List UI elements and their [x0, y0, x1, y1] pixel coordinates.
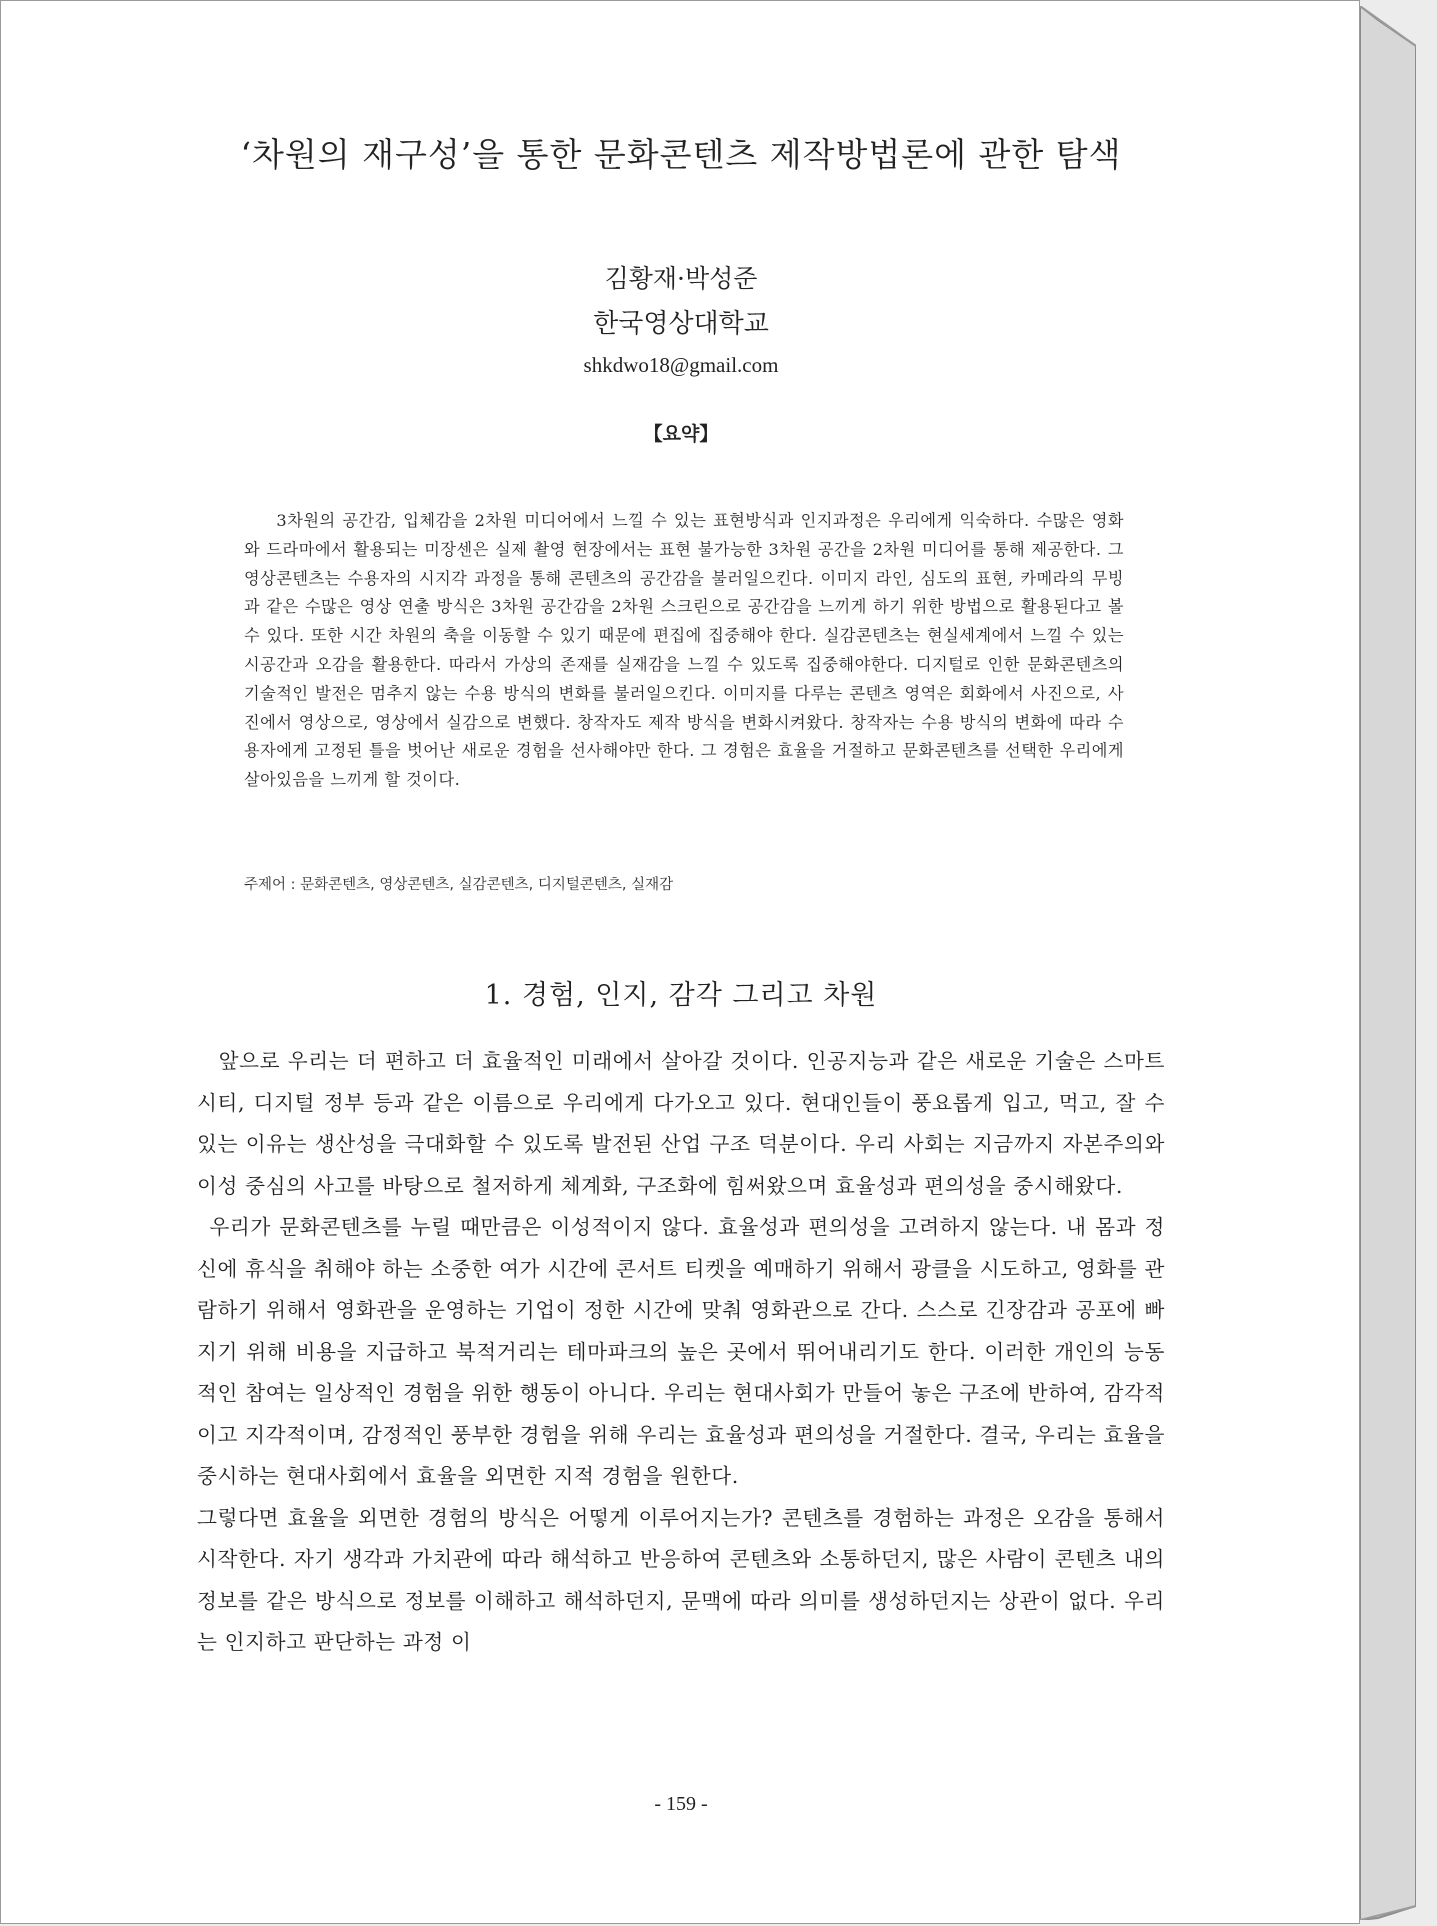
author-email: shkdwo18@gmail.com [583, 353, 779, 377]
paragraph: 그렇다면 효율을 외면한 경험의 방식은 어떻게 이루어지는가? 콘텐츠를 경험하는 과정은 오감을 통해서 시작한다. 자기 생각과 가치관에 따라 해석하고 반응하여 콘텐츠와 소통하던지, 많은 사람이 콘텐츠 내의 정보를 같은 방식으로 정보를 이해하고 해석하던지, 문맥에 따라 의미를 생성하던지는 상관이 없다. 우리는 인지하고 판단하는 과정 이 [197, 1505, 1165, 1654]
paper-title: ‘차원의 재구성’을 통한 문화콘텐츠 제작방법론에 관한 탐색 [240, 135, 1122, 174]
paragraph: 우리가 문화콘텐츠를 누릴 때만큼은 이성적이지 않다. 효율성과 편의성을 고려하지 않는다. 내 몸과 정신에 휴식을 취해야 하는 소중한 여가 시간에 콘서트 티켓을 예매하기 위해서 광클을 시도하고, 영화를 관람하기 위해서 영화관을 운영하는 기업이 정한 시간에 맞춰 영화관으로 간다. 스스로 긴장감과 공포에 빠지기 위해 비용을 지급하고 북적거리는 테마파크의 높은 곳에서 뛰어내리기도 한다. 이러한 개인의 능동적인 참여는 일상적인 경험을 위한 행동이 아니다. 우리는 현대사회가 만들어 놓은 구조에 반하여, 감각적이고 지각적이며, 감정적인 풍부한 경험을 위해 우리는 효율성과 편의성을 거절한다. 결국, 우리는 효율을 중시하는 현대사회에서 효율을 외면한 지적 경험을 원한다. [197, 1215, 1165, 1488]
section-heading: 1. 경험, 인지, 감각 그리고 차원 [484, 980, 878, 1011]
page-stack-edge [1360, 6, 1416, 1920]
keywords: 주제어 : 문화콘텐츠, 영상콘텐츠, 실감콘텐츠, 디지털콘텐츠, 실재감 [244, 877, 674, 893]
page-number: - 159 - [654, 1793, 708, 1815]
abstract-heading: 【요약】 [643, 423, 719, 445]
body-text [197, 1041, 1165, 1664]
paragraph: 앞으로 우리는 더 편하고 더 효율적인 미래에서 살아갈 것이다. 인공지능과 같은 새로운 기술은 스마트 시티, 디지털 정부 등과 같은 이름으로 우리에게 다가오고 있다. 현대인들이 풍요롭게 입고, 먹고, 잘 수 있는 이유는 생산성을 극대화할 수 있도록 발전된 산업 구조 덕분이다. 우리 사회는 지금까지 자본주의와 이성 중심의 사고를 바탕으로 철저하게 체계화, 구조화에 힘써왔으며 효율성과 편의성을 중시해왔다. [197, 1049, 1165, 1198]
paper-authors: 김황재·박성준 [604, 264, 758, 293]
abstract-text: 3차원의 공간감, 입체감을 2차원 미디어에서 느낄 수 있는 표현방식과 인지과정은 우리에게 익숙하다. 수많은 영화와 드라마에서 활용되는 미장센은 실제 촬영 현장에서는 표현 불가능한 3차원 공간을 2차원 미디어를 통해 제공한다. 그 영상콘텐츠는 수용자의 시지각 과정을 통해 콘텐츠의 공간감을 불러일으킨다. 이미지 라인, 심도의 표현, 카메라의 무빙과 같은 수많은 영상 연출 방식은 3차원 공간감을 2차원 스크린으로 공간감을 느끼게 하기 위한 방법으로 활용된다고 볼 수 있다. 또한 시간 차원의 축을 이동할 수 있기 때문에 편집에 집중해야 한다. 실감콘텐츠는 현실세계에서 느낄 수 있는 시공간과 오감을 활용한다. 따라서 가상의 존재를 실재감을 느낄 수 있도록 집중해야한다. 디지털로 인한 문화콘텐츠의 기술적인 발전은 멈추지 않는 수용 방식의 변화를 불러일으킨다. 이미지를 다루는 콘텐츠 영역은 회화에서 사진으로, 사진에서 영상으로, 영상에서 실감으로 변했다. 창작자도 제작 방식을 변화시켜왔다. 창작자는 수용 방식의 변화에 따라 수용자에게 고정된 틀을 벗어난 새로운 경험을 선사해야만 한다. 그 경험은 효율을 거절하고 문화콘텐츠를 선택한 우리에게 살아있음을 느끼게 할 것이다. [244, 511, 1124, 790]
paper-affiliation: 한국영상대학교 [593, 309, 769, 339]
